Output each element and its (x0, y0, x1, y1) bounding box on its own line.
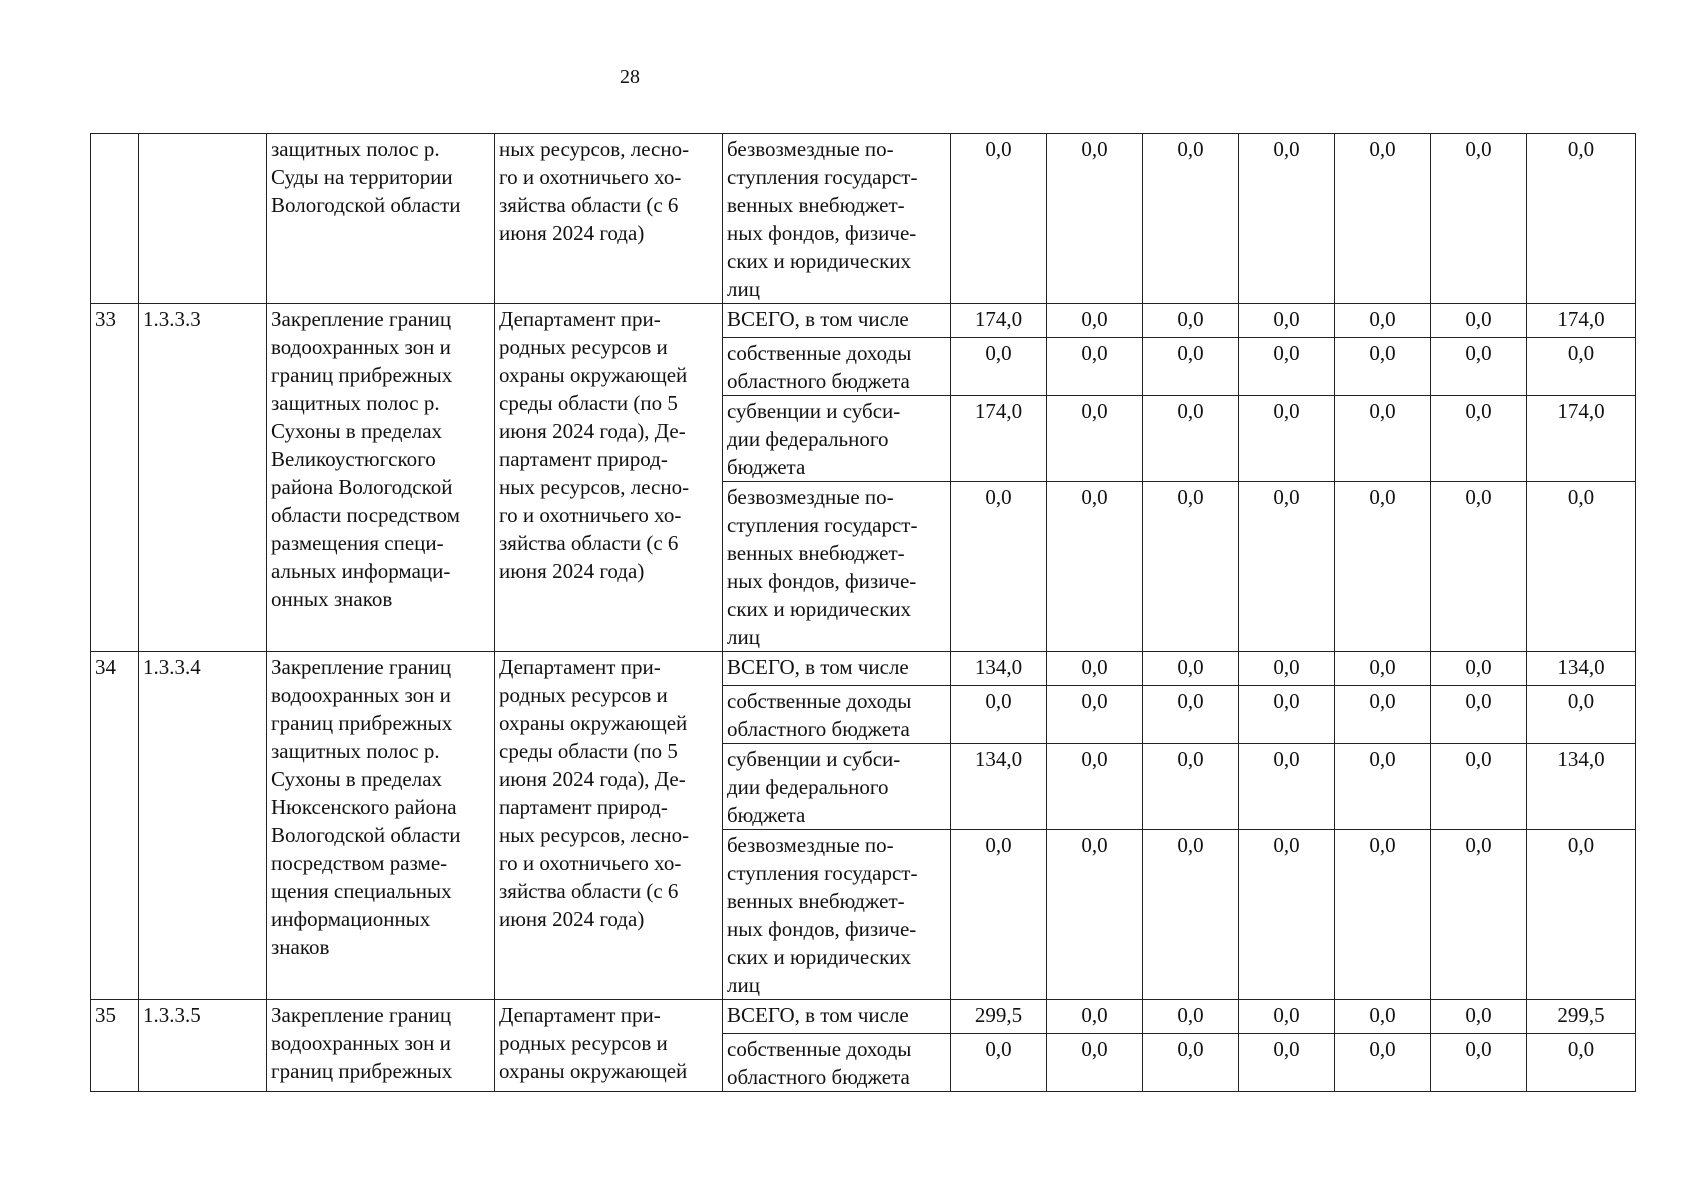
table-row (91, 304, 1636, 338)
value-cell: 0,0 (951, 482, 1047, 652)
value-cell: 174,0 (951, 304, 1047, 338)
value-cell: 0,0 (1335, 338, 1431, 396)
value-cell: 134,0 (951, 652, 1047, 686)
value-cell: 0,0 (951, 830, 1047, 1000)
value-cell: 0,0 (1047, 482, 1143, 652)
value-cell: 134,0 (1527, 744, 1636, 830)
code-cell: 1.3.3.5 (139, 1000, 267, 1092)
value-cell: 0,0 (1527, 1034, 1636, 1092)
value-cell: 0,0 (1239, 744, 1335, 830)
value-cell: 0,0 (1143, 1000, 1239, 1034)
value-cell: 0,0 (1335, 652, 1431, 686)
funding-source-cell: ВСЕГО, в том числе (723, 1000, 951, 1034)
value-cell: 0,0 (1335, 1000, 1431, 1034)
executor-cell: Департамент при- родных ресурсов и охраны окружающей среды области (по 5 июня 2024 года), Де- партамент природ- ных ресурсов, лесно- го и охотничьего хо- зяйства области (с 6 июня 2024 года) (495, 304, 723, 652)
value-cell: 0,0 (1527, 830, 1636, 1000)
value-cell: 0,0 (1047, 744, 1143, 830)
value-cell: 0,0 (1143, 744, 1239, 830)
value-cell: 0,0 (1335, 686, 1431, 744)
value-cell: 0,0 (1335, 1034, 1431, 1092)
value-cell: 0,0 (1047, 134, 1143, 304)
row-number-cell (91, 134, 139, 304)
value-cell: 0,0 (1431, 134, 1527, 304)
value-cell: 134,0 (1527, 652, 1636, 686)
value-cell: 0,0 (1335, 134, 1431, 304)
executor-cell: Департамент при- родных ресурсов и охраны окружающей (495, 1000, 723, 1092)
value-cell: 0,0 (1239, 482, 1335, 652)
code-cell: 1.3.3.4 (139, 652, 267, 1000)
event-name-cell: Закрепление границ водоохранных зон и границ прибрежных защитных полос р. Сухоны в пределах Нюксенского района Вологодской области посредством разме- щения специальных информационных знаков (267, 652, 495, 1000)
funding-source-cell: безвозмездные по- ступления государст- венных внебюджет- ных фондов, физиче- ских и юридических лиц (723, 482, 951, 652)
value-cell: 0,0 (1047, 338, 1143, 396)
value-cell: 0,0 (1431, 396, 1527, 482)
value-cell: 0,0 (1047, 1034, 1143, 1092)
value-cell: 0,0 (1239, 830, 1335, 1000)
value-cell: 0,0 (951, 686, 1047, 744)
row-number-cell: 33 (91, 304, 139, 652)
code-cell (139, 134, 267, 304)
value-cell: 0,0 (1143, 652, 1239, 686)
value-cell: 0,0 (1527, 482, 1636, 652)
value-cell: 0,0 (1431, 744, 1527, 830)
funding-source-cell: ВСЕГО, в том числе (723, 304, 951, 338)
budget-table (90, 133, 1636, 1092)
value-cell: 0,0 (1335, 396, 1431, 482)
table-body (91, 134, 1636, 1092)
value-cell: 0,0 (1527, 686, 1636, 744)
value-cell: 134,0 (951, 744, 1047, 830)
value-cell: 174,0 (951, 396, 1047, 482)
funding-source-cell: субвенции и субси- дии федерального бюджета (723, 744, 951, 830)
funding-source-cell: субвенции и субси- дии федерального бюджета (723, 396, 951, 482)
value-cell: 0,0 (1431, 482, 1527, 652)
value-cell: 0,0 (1143, 1034, 1239, 1092)
value-cell: 0,0 (1239, 134, 1335, 304)
executor-cell: ных ресурсов, лесно- го и охотничьего хо- зяйства области (с 6 июня 2024 года) (495, 134, 723, 304)
value-cell: 0,0 (1431, 652, 1527, 686)
value-cell: 0,0 (1143, 396, 1239, 482)
event-name-cell: защитных полос р. Суды на территории Вологодской области (267, 134, 495, 304)
funding-source-cell: собственные доходы областного бюджета (723, 686, 951, 744)
funding-source-cell: собственные доходы областного бюджета (723, 338, 951, 396)
value-cell: 299,5 (1527, 1000, 1636, 1034)
executor-cell: Департамент при- родных ресурсов и охраны окружающей среды области (по 5 июня 2024 года), Де- партамент природ- ных ресурсов, лесно- го и охотничьего хо- зяйства области (с 6 июня 2024 года) (495, 652, 723, 1000)
value-cell: 0,0 (1047, 1000, 1143, 1034)
value-cell: 0,0 (1239, 1000, 1335, 1034)
value-cell: 0,0 (1431, 1000, 1527, 1034)
funding-source-cell: собственные доходы областного бюджета (723, 1034, 951, 1092)
table-row (91, 652, 1636, 686)
value-cell: 0,0 (1431, 338, 1527, 396)
event-name-cell: Закрепление границ водоохранных зон и границ прибрежных (267, 1000, 495, 1092)
funding-source-cell: безвозмездные по- ступления государст- венных внебюджет- ных фондов, физиче- ских и юридических лиц (723, 134, 951, 304)
value-cell: 0,0 (1143, 482, 1239, 652)
value-cell: 174,0 (1527, 304, 1636, 338)
value-cell: 0,0 (1239, 686, 1335, 744)
value-cell: 0,0 (1335, 304, 1431, 338)
value-cell: 0,0 (1047, 830, 1143, 1000)
value-cell: 0,0 (1239, 652, 1335, 686)
value-cell: 0,0 (1047, 686, 1143, 744)
page-number: 28 (620, 66, 640, 88)
value-cell: 0,0 (1335, 482, 1431, 652)
row-number-cell: 35 (91, 1000, 139, 1092)
value-cell: 174,0 (1527, 396, 1636, 482)
funding-source-cell: ВСЕГО, в том числе (723, 652, 951, 686)
value-cell: 0,0 (1047, 396, 1143, 482)
value-cell: 0,0 (1047, 652, 1143, 686)
value-cell: 0,0 (1239, 338, 1335, 396)
value-cell: 0,0 (1143, 134, 1239, 304)
value-cell: 0,0 (1143, 304, 1239, 338)
value-cell: 0,0 (1239, 1034, 1335, 1092)
code-cell: 1.3.3.3 (139, 304, 267, 652)
table-row (91, 134, 1636, 304)
value-cell: 0,0 (951, 134, 1047, 304)
event-name-cell: Закрепление границ водоохранных зон и границ прибрежных защитных полос р. Сухоны в пределах Великоустюгского района Вологодской области посредством размещения специ- альных информаци- онных знаков (267, 304, 495, 652)
value-cell: 0,0 (951, 1034, 1047, 1092)
value-cell: 0,0 (1335, 830, 1431, 1000)
funding-source-cell: безвозмездные по- ступления государст- венных внебюджет- ных фондов, физиче- ских и юридических лиц (723, 830, 951, 1000)
value-cell: 299,5 (951, 1000, 1047, 1034)
value-cell: 0,0 (951, 338, 1047, 396)
value-cell: 0,0 (1431, 304, 1527, 338)
row-number-cell: 34 (91, 652, 139, 1000)
value-cell: 0,0 (1527, 134, 1636, 304)
value-cell: 0,0 (1143, 338, 1239, 396)
value-cell: 0,0 (1239, 304, 1335, 338)
value-cell: 0,0 (1431, 686, 1527, 744)
value-cell: 0,0 (1527, 338, 1636, 396)
value-cell: 0,0 (1143, 686, 1239, 744)
value-cell: 0,0 (1335, 744, 1431, 830)
value-cell: 0,0 (1431, 830, 1527, 1000)
table-row (91, 1000, 1636, 1034)
value-cell: 0,0 (1239, 396, 1335, 482)
value-cell: 0,0 (1047, 304, 1143, 338)
value-cell: 0,0 (1143, 830, 1239, 1000)
value-cell: 0,0 (1431, 1034, 1527, 1092)
